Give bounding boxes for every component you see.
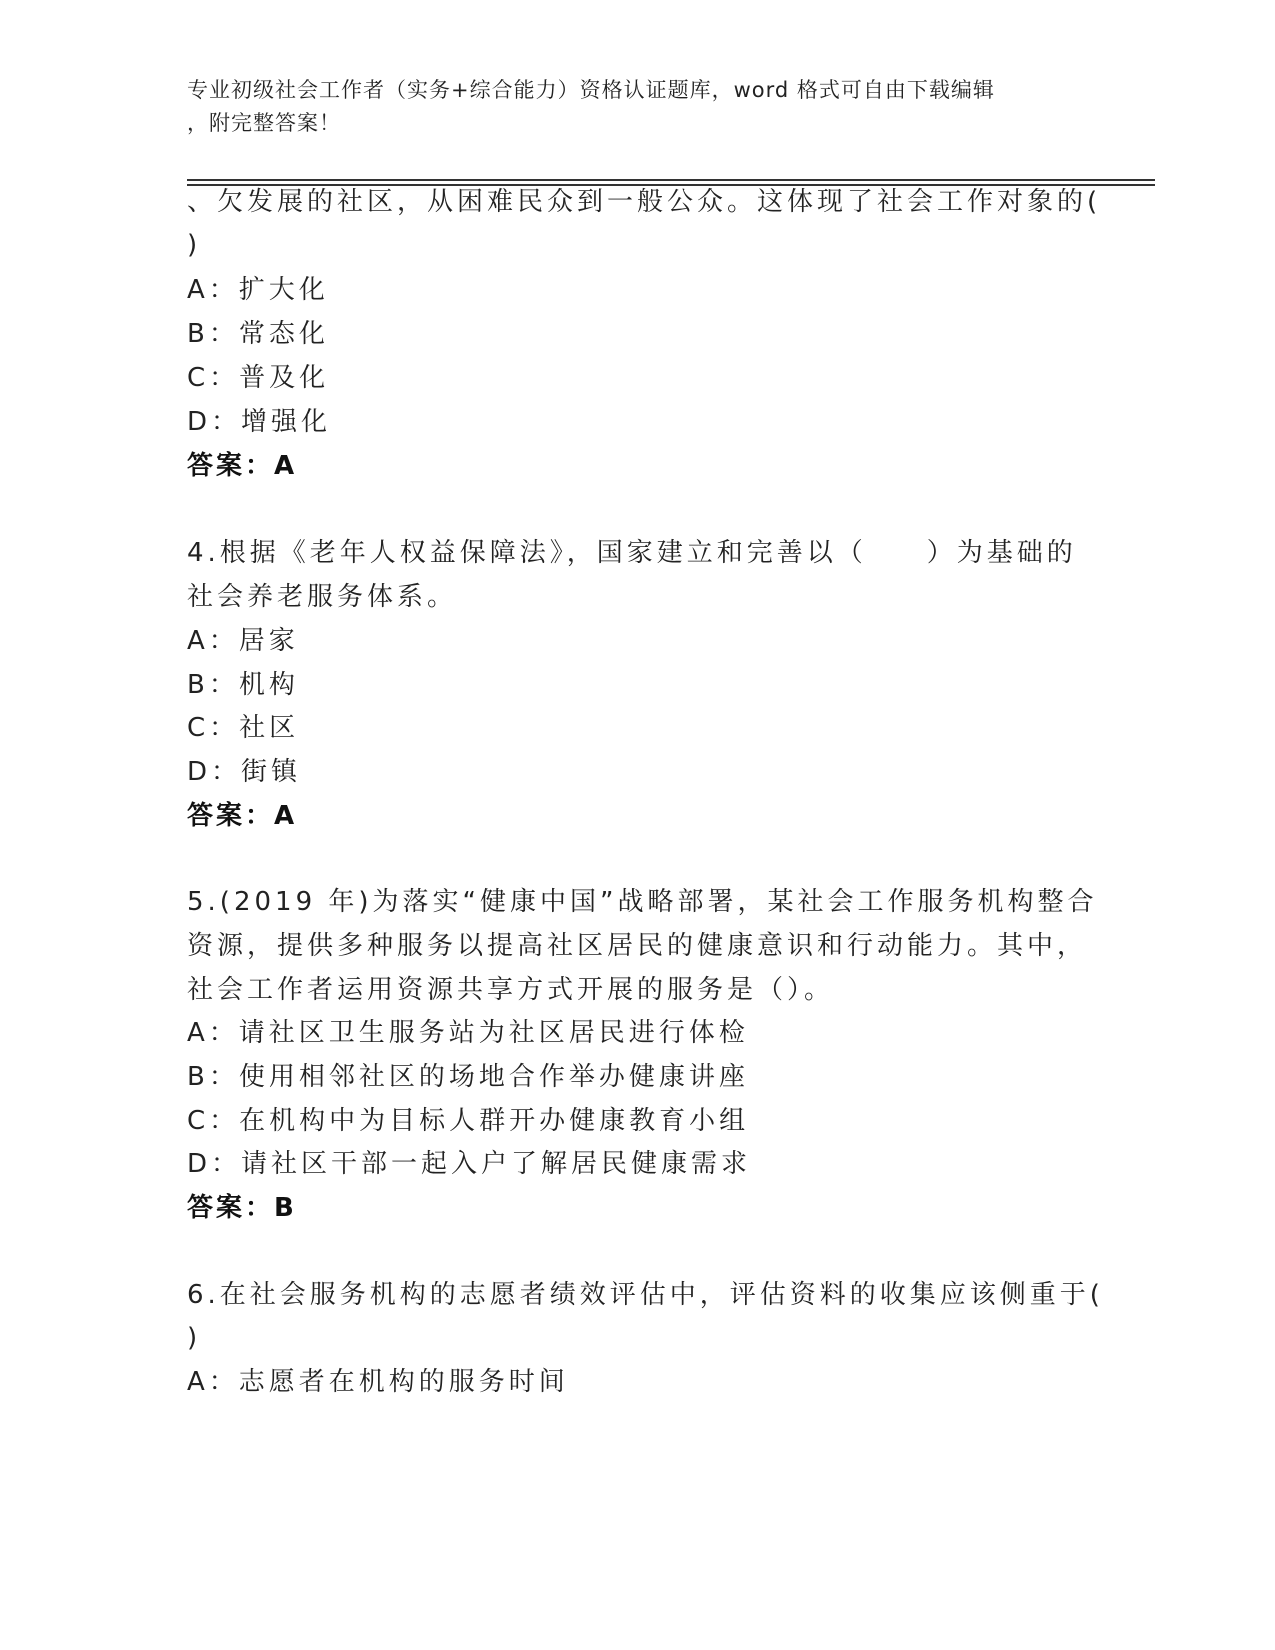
question-3-option-a: A：扩大化: [187, 275, 329, 305]
question-3-option-b: B：常态化: [187, 319, 329, 349]
question-5-option-d: D：请社区干部一起入户了解居民健康需求: [187, 1149, 752, 1179]
question-5-answer: 答案：B: [187, 1193, 297, 1223]
question-3-option-c: C：普及化: [187, 363, 330, 393]
question-4-option-a: A：居家: [187, 626, 299, 656]
document-header: [187, 74, 1087, 140]
header-divider-top: [187, 179, 1155, 181]
question-4-answer: 答案：A: [187, 801, 298, 831]
question-4-option-d: D：街镇: [187, 757, 302, 787]
question-4-option-b: B：机构: [187, 670, 299, 700]
question-5-stem-line-2: 资源，提供多种服务以提高社区居民的健康意识和行动能力。其中，: [187, 931, 1088, 961]
question-4-stem-line-2: 社会养老服务体系。: [187, 582, 458, 612]
question-3-answer: 答案：A: [187, 451, 298, 481]
question-6-option-a: A：志愿者在机构的服务时间: [187, 1367, 569, 1397]
question-6-stem-line-1: 6.在社会服务机构的志愿者绩效评估中，评估资料的收集应该侧重于(: [187, 1280, 1104, 1310]
question-5-option-b: B：使用相邻社区的场地合作举办健康讲座: [187, 1062, 749, 1092]
question-5-option-a: A：请社区卫生服务站为社区居民进行体检: [187, 1018, 749, 1048]
question-3-stem-line-1: 、欠发展的社区，从困难民众到一般公众。这体现了社会工作对象的(: [187, 187, 1102, 217]
question-3-option-d: D：增强化: [187, 407, 332, 437]
question-5-option-c: C：在机构中为目标人群开办健康教育小组: [187, 1106, 750, 1136]
question-5-stem-line-1: 5.(2019 年)为落实“健康中国”战略部署，某社会工作服务机构整合: [187, 887, 1098, 917]
question-4-option-c: C：社区: [187, 713, 300, 743]
question-5-stem-line-3: 社会工作者运用资源共享方式开展的服务是（）。: [187, 975, 835, 1005]
question-6-stem-line-2: ): [187, 1323, 202, 1353]
question-4-stem-line-1: 4.根据《老年人权益保障法》，国家建立和完善以（ ）为基础的: [187, 538, 1077, 568]
header-line-1: 专业初级社会工作者（实务+综合能力）资格认证题库，word 格式可自由下载编辑: [187, 78, 995, 102]
header-line-2: ，附完整答案！: [187, 111, 341, 135]
question-3-stem-line-2: ): [187, 230, 202, 260]
